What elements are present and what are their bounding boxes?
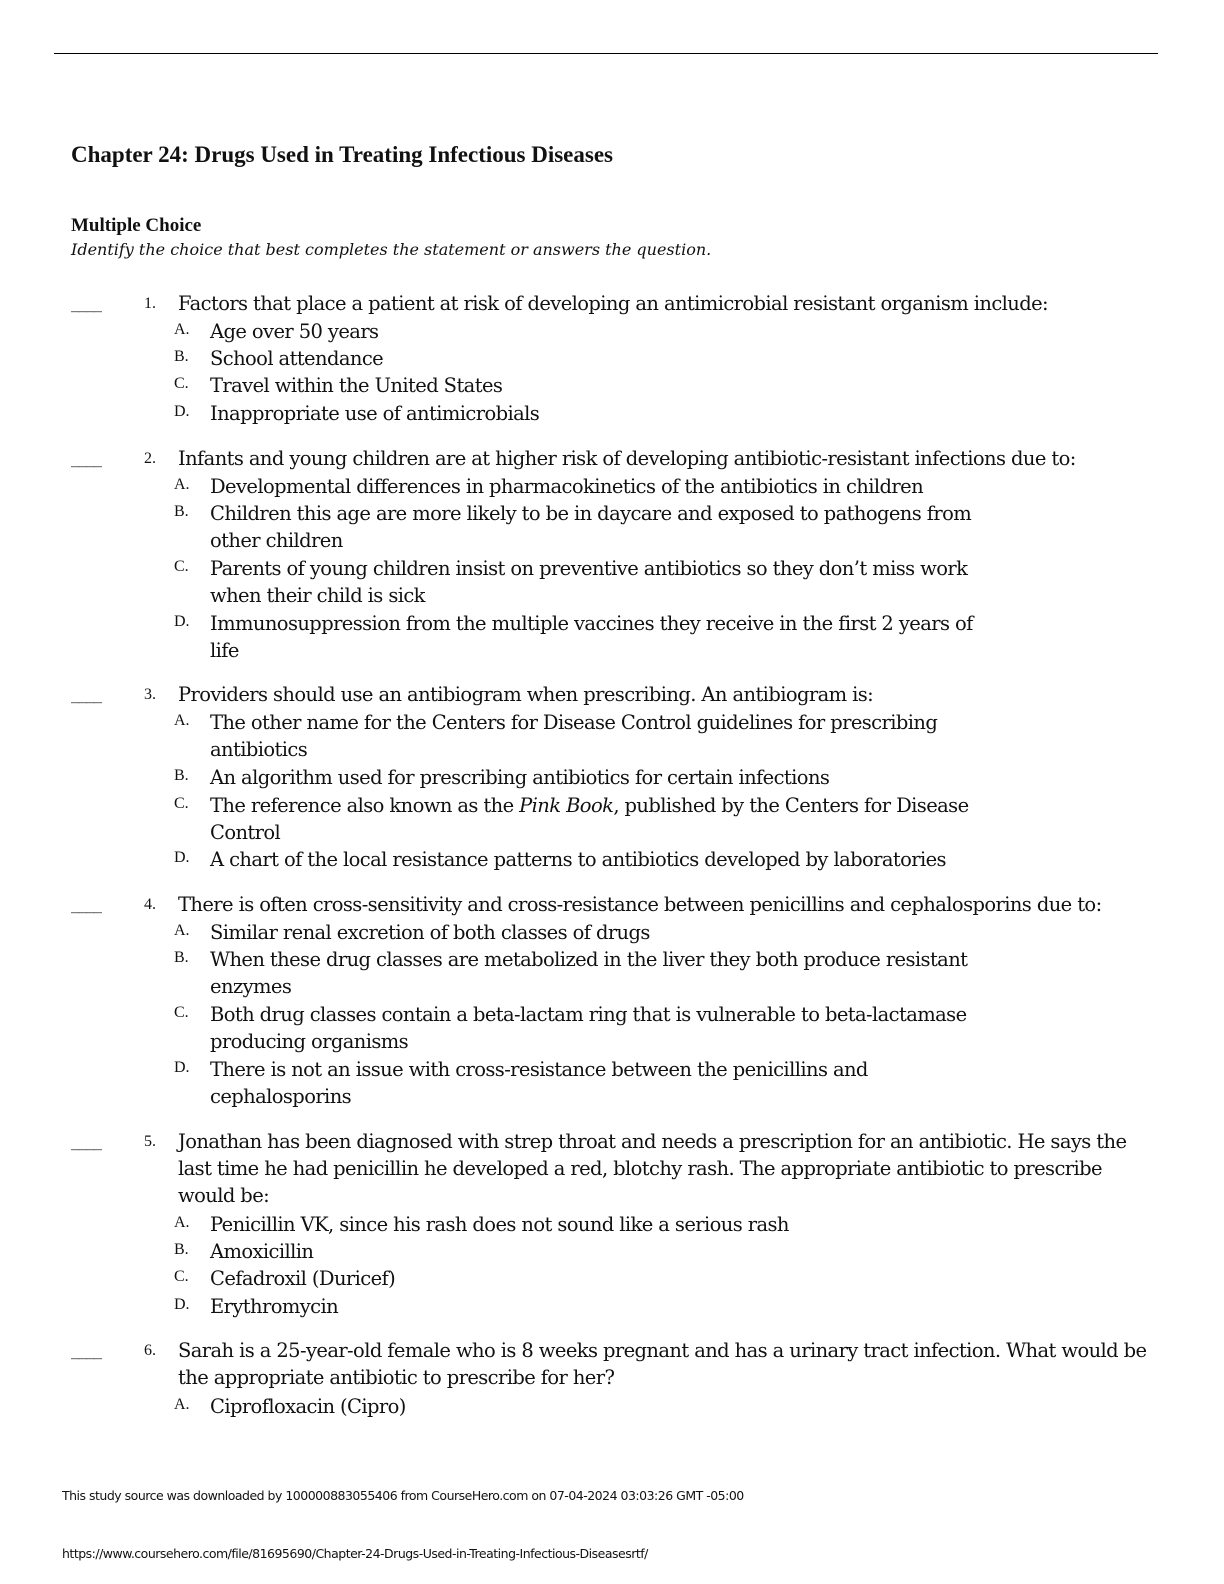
question-number: 4.	[144, 896, 156, 913]
option-text: When these drug classes are metabolized in the liver they both produce resistant enzymes	[210, 948, 968, 998]
section-heading: Multiple Choice	[71, 215, 202, 236]
option-text: Erythromycin	[210, 1295, 339, 1318]
footer-source-note: This study source was downloaded by 100000883055406 from CourseHero.com on 07-04-2024 03:03:26 GMT -05:00	[62, 1488, 744, 1503]
question-text: Sarah is a 25-year-old female who is 8 weeks pregnant and has a urinary tract infection. What would be the appropriate antibiotic to prescribe for her?	[178, 1339, 1147, 1389]
question-text: Infants and young children are at higher risk of developing antibiotic-resistant infections due to:	[178, 447, 1076, 470]
option-text: Developmental differences in pharmacokinetics of the antibiotics in children	[210, 475, 924, 498]
option-letter: A.	[174, 321, 190, 338]
option-letter: B.	[174, 767, 189, 784]
option-letter: A.	[174, 712, 190, 729]
option-text: Immunosuppression from the multiple vaccines they receive in the first 2 years of life	[210, 612, 973, 662]
footer-url[interactable]: https://www.coursehero.com/file/81695690/Chapter-24-Drugs-Used-in-Treating-Infectious-Diseasesrtf/	[62, 1546, 648, 1561]
option-letter: A.	[174, 922, 190, 939]
answer-blank[interactable]: ____	[71, 1131, 101, 1151]
question-number: 3.	[144, 686, 156, 703]
option-letter: D.	[174, 1059, 190, 1076]
question-text: Factors that place a patient at risk of developing an antimicrobial resistant organism include:	[178, 292, 1049, 315]
option-letter: B.	[174, 348, 189, 365]
option-text: An algorithm used for prescribing antibiotics for certain infections	[210, 766, 830, 789]
option-text: School attendance	[210, 347, 384, 370]
option-letter: A.	[174, 1396, 190, 1413]
option-text: The other name for the Centers for Disease Control guidelines for prescribing antibiotics	[210, 711, 938, 761]
option-text: Children this age are more likely to be in daycare and exposed to pathogens from other children	[210, 502, 972, 552]
answer-blank[interactable]: ____	[71, 894, 101, 914]
instructions: Identify the choice that best completes the statement or answers the question.	[71, 240, 712, 259]
book-title: Pink Book	[519, 794, 614, 817]
answer-blank[interactable]: ____	[71, 1340, 101, 1360]
option-text: Travel within the United States	[210, 374, 503, 397]
option-text: Inappropriate use of antimicrobials	[210, 402, 540, 425]
answer-blank[interactable]: ____	[71, 293, 101, 313]
option-text: A chart of the local resistance patterns to antibiotics developed by laboratories	[210, 848, 946, 871]
answer-blank[interactable]: ____	[71, 448, 101, 468]
option-text-part: , published by the Centers for Disease Control	[210, 794, 969, 844]
question-number: 2.	[144, 450, 156, 467]
option-letter: D.	[174, 1296, 190, 1313]
option-text: Both drug classes contain a beta-lactam ring that is vulnerable to beta-lactamase producing organisms	[210, 1003, 967, 1053]
question-number: 5.	[144, 1133, 156, 1150]
option-letter: C.	[174, 1004, 189, 1021]
question-text: There is often cross-sensitivity and cross-resistance between penicillins and cephalosporins due to:	[178, 893, 1102, 916]
option-text: Ciprofloxacin (Cipro)	[210, 1395, 406, 1418]
option-letter: B.	[174, 1241, 189, 1258]
option-letter: B.	[174, 949, 189, 966]
header-rule	[54, 53, 1158, 54]
question-number: 1.	[144, 295, 156, 312]
chapter-title: Chapter 24: Drugs Used in Treating Infectious Diseases	[71, 142, 614, 167]
option-letter: D.	[174, 849, 190, 866]
option-text-part: The reference also known as the	[210, 794, 520, 817]
option-text: Parents of young children insist on preventive antibiotics so they don’t miss work when their child is sick	[210, 557, 968, 607]
answer-blank[interactable]: ____	[71, 684, 101, 704]
question-number: 6.	[144, 1342, 156, 1359]
option-letter: A.	[174, 1214, 190, 1231]
question-text: Jonathan has been diagnosed with strep throat and needs a prescription for an antibiotic. He says the last time he had penicillin he developed a red, blotchy rash. The appropriate antibiotic to prescribe would be:	[178, 1130, 1127, 1207]
option-text: Age over 50 years	[210, 320, 379, 343]
option-text: There is not an issue with cross-resistance between the penicillins and cephalosporins	[210, 1058, 868, 1108]
option-text: Amoxicillin	[210, 1240, 314, 1263]
option-letter: A.	[174, 476, 190, 493]
question-text: Providers should use an antibiogram when prescribing. An antibiogram is:	[178, 683, 874, 706]
option-letter: B.	[174, 503, 189, 520]
option-letter: C.	[174, 558, 189, 575]
option-letter: D.	[174, 403, 190, 420]
option-letter: C.	[174, 1268, 189, 1285]
option-text	[210, 792, 1000, 846]
option-text: Penicillin VK, since his rash does not sound like a serious rash	[210, 1213, 789, 1236]
option-letter: C.	[174, 795, 189, 812]
option-letter: C.	[174, 375, 189, 392]
option-text: Cefadroxil (Duricef)	[210, 1267, 396, 1290]
option-letter: D.	[174, 613, 190, 630]
option-text: Similar renal excretion of both classes of drugs	[210, 921, 650, 944]
